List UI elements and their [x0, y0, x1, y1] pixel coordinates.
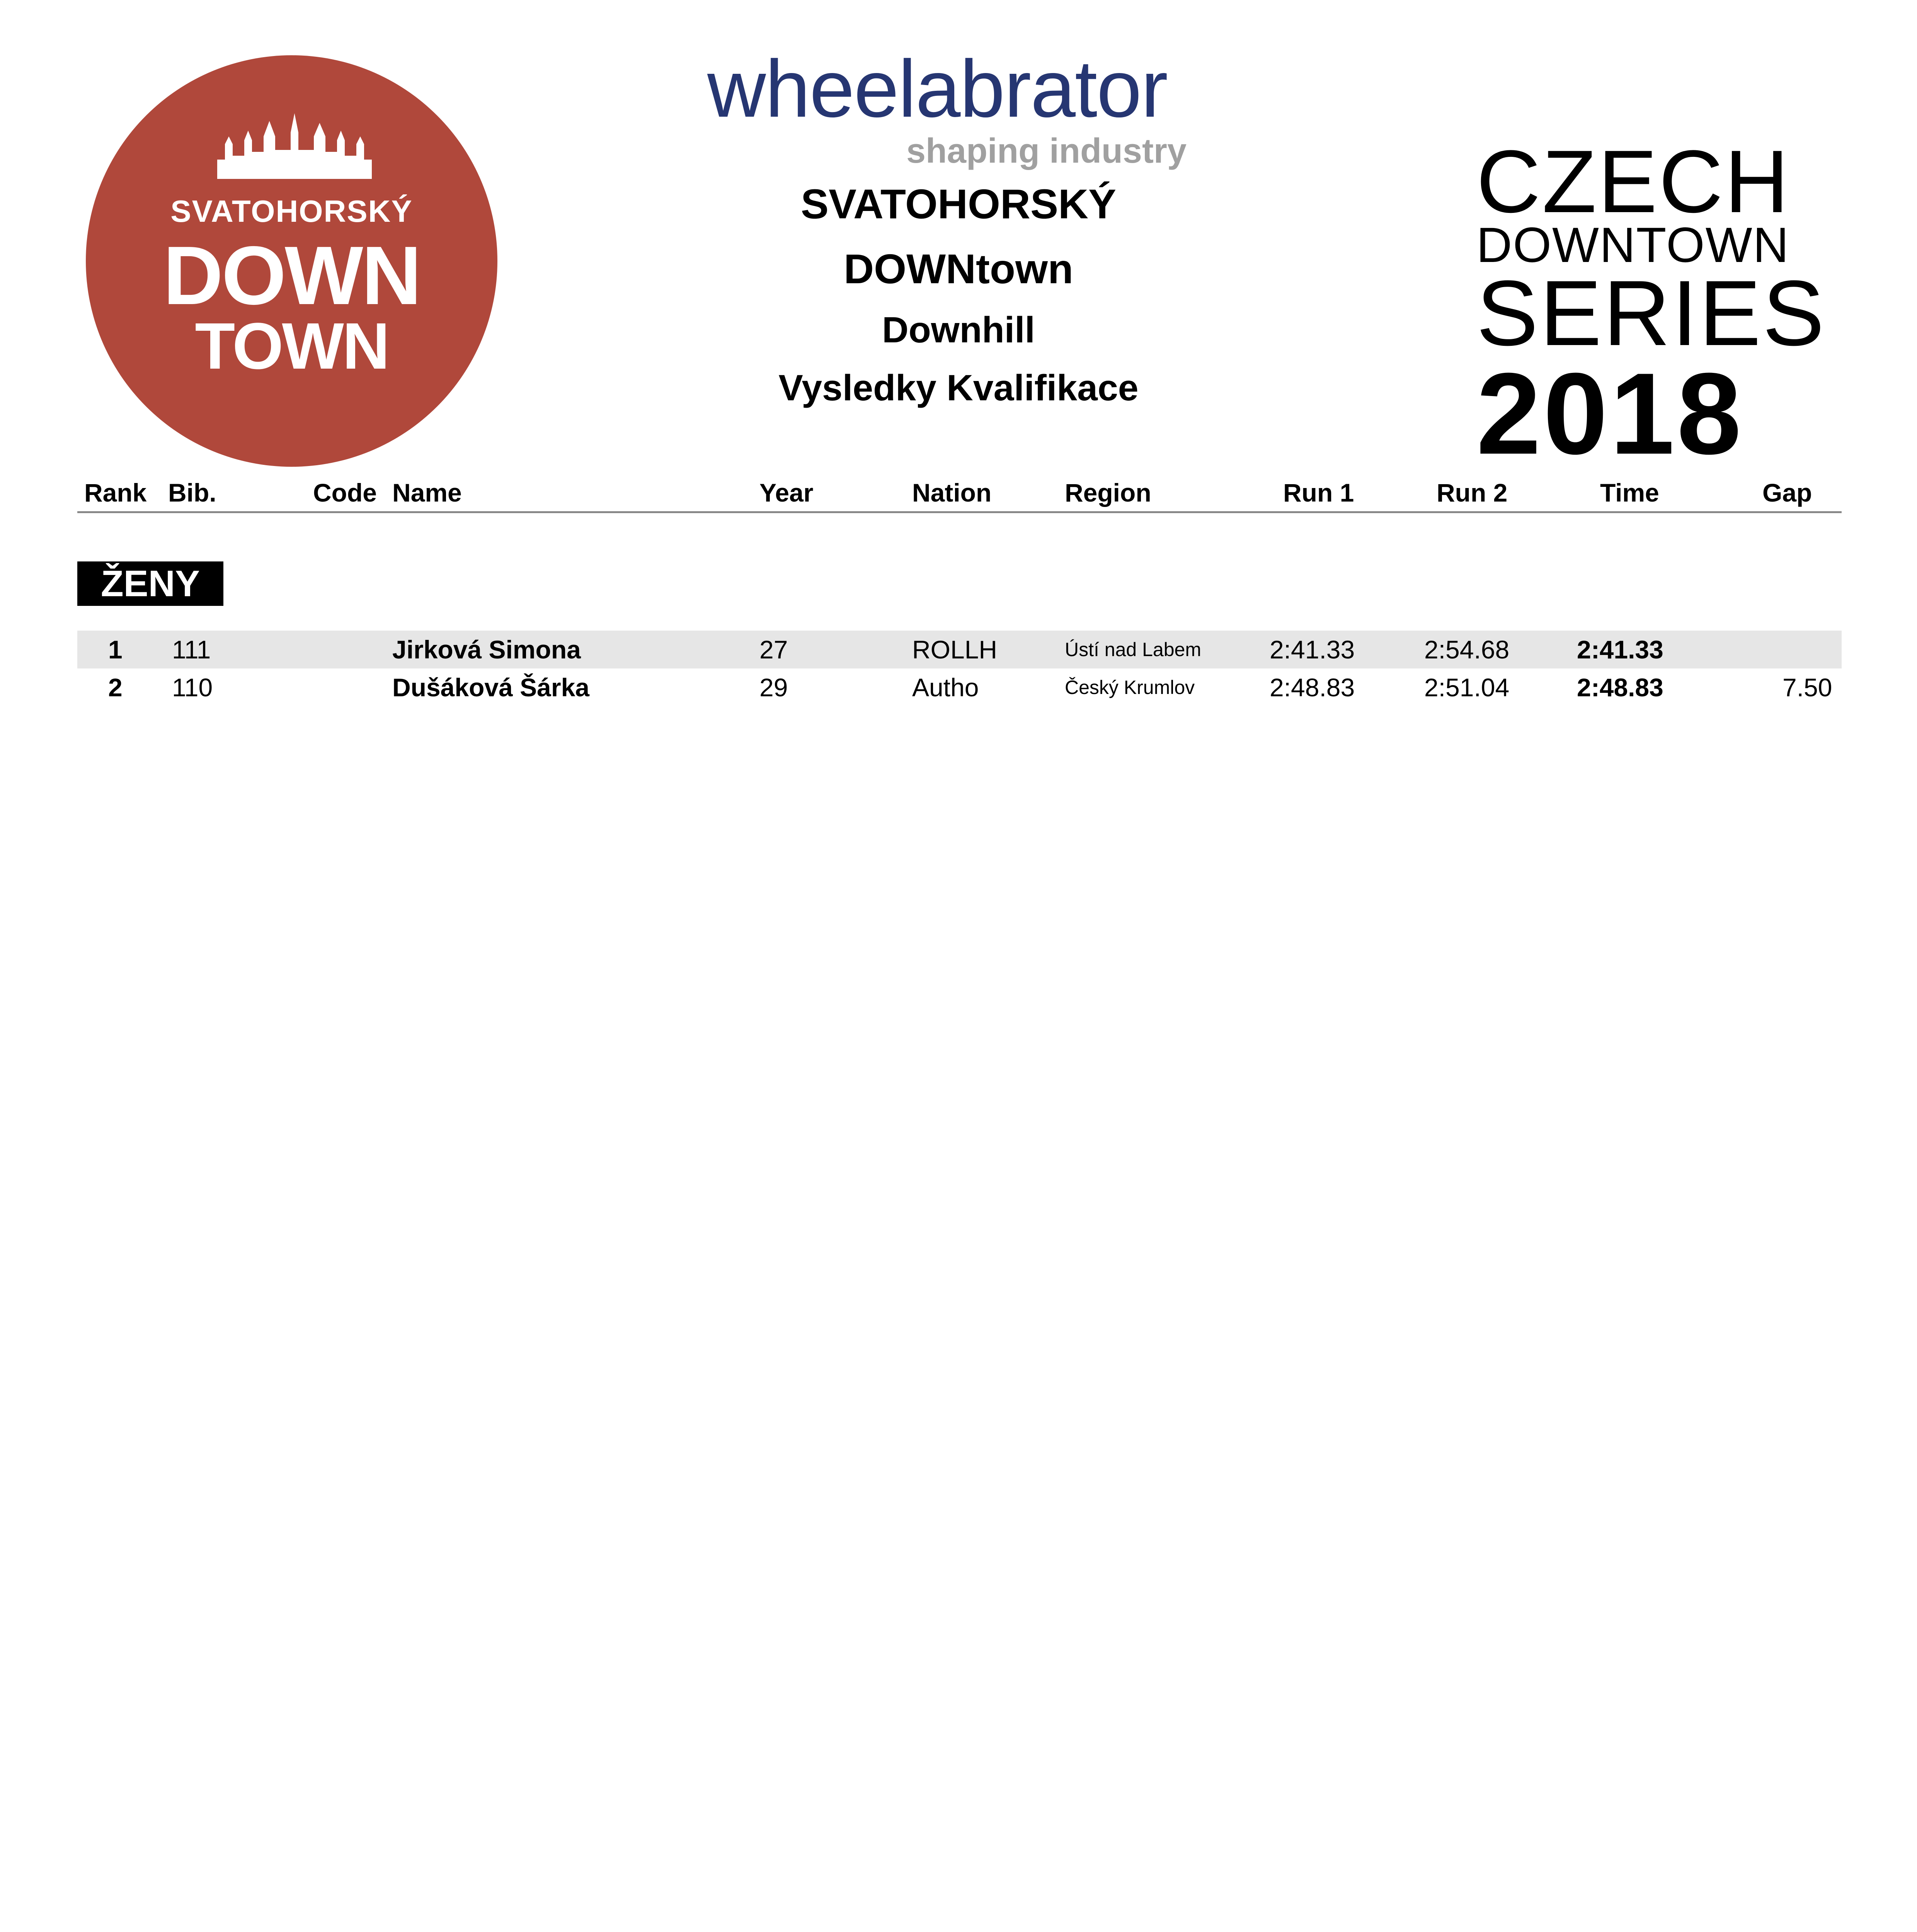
- czech-downtown-series-logo: [1476, 132, 1826, 478]
- header-nation: Nation: [912, 478, 992, 507]
- title-line-1: SVATOHORSKÝ: [800, 180, 1117, 227]
- cell-time: 2:48.83: [1577, 673, 1663, 702]
- cell-bib: 110: [172, 673, 213, 702]
- cell-run1: 2:48.83: [1270, 673, 1355, 702]
- header-code: Code: [313, 478, 377, 507]
- series-line-1: CZECH: [1476, 132, 1791, 231]
- title-line-2: DOWNtown: [844, 245, 1073, 292]
- cell-run1: 2:41.33: [1270, 635, 1355, 664]
- header-region: Region: [1065, 478, 1151, 507]
- cell-name: Jirková Simona: [392, 635, 581, 664]
- logo-line-3: TOWN: [195, 310, 388, 383]
- svatohorsky-downtown-logo: [86, 55, 497, 467]
- cell-time: 2:41.33: [1577, 635, 1663, 664]
- header-divider: [77, 511, 1842, 513]
- header-time: Time: [1600, 478, 1659, 507]
- header-year: Year: [759, 478, 814, 507]
- cell-region: Ústí nad Labem: [1065, 639, 1201, 660]
- header-rank: Rank: [84, 478, 147, 507]
- category-label: ŽENY: [100, 563, 200, 604]
- series-line-4: 2018: [1476, 349, 1744, 478]
- header-bib: Bib.: [168, 478, 216, 507]
- category-badge: [77, 561, 223, 606]
- sponsor-tagline: shaping industry: [906, 132, 1187, 170]
- castle-icon: [217, 113, 372, 179]
- cell-run2: 2:51.04: [1424, 673, 1510, 702]
- cell-nation: ROLLH: [912, 635, 998, 664]
- table-row: [77, 631, 1842, 668]
- table-row: [77, 668, 1842, 706]
- cell-nation: Autho: [912, 673, 979, 702]
- cell-rank: 2: [108, 673, 123, 702]
- cell-year: 27: [759, 635, 788, 664]
- cell-bib: 111: [172, 635, 211, 664]
- cell-run2: 2:54.68: [1424, 635, 1510, 664]
- logo-line-2: DOWN: [163, 229, 420, 322]
- title-line-4: Vysledky Kvalifikace: [778, 367, 1139, 408]
- logo-line-1: SVATOHORSKÝ: [170, 194, 413, 228]
- header-name: Name: [392, 478, 462, 507]
- header-gap: Gap: [1762, 478, 1812, 507]
- cell-year: 29: [759, 673, 788, 702]
- cell-name: Dušáková Šárka: [392, 673, 589, 702]
- cell-gap: 7.50: [1783, 673, 1832, 702]
- wheelabrator-logo: [707, 43, 1198, 174]
- series-line-2: DOWNTOWN: [1476, 218, 1789, 273]
- cell-region: Český Krumlov: [1065, 677, 1195, 698]
- header-run2: Run 2: [1437, 478, 1508, 507]
- series-line-3: SERIES: [1476, 261, 1826, 365]
- sponsor-name: wheelabrator: [707, 43, 1168, 134]
- cell-rank: 1: [108, 635, 123, 664]
- header-run1: Run 1: [1283, 478, 1354, 507]
- title-line-3: Downhill: [882, 310, 1035, 350]
